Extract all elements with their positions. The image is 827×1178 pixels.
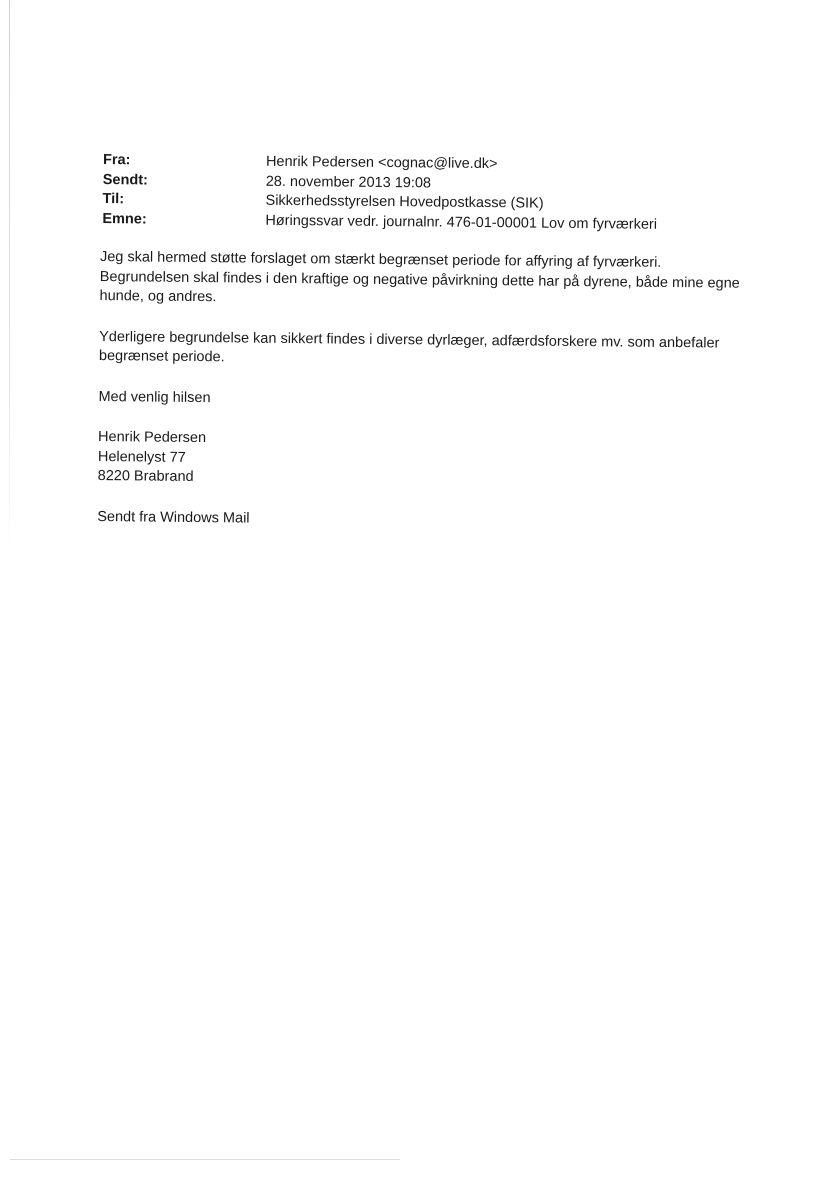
sent-from-footer: Sendt fra Windows Mail [97,508,250,527]
signature-block [98,428,769,494]
signature-name: Henrik Pedersen [98,428,207,447]
sent-value: 28. november 2013 19:08 [265,173,432,191]
paragraph-1-line-1: Jeg skal hermed støtte forslaget om stærkt begrænset periode for affyring af fyrværkeri. [99,249,662,271]
paragraph-2 [99,328,769,374]
to-label: Til: [102,191,125,208]
closing-greeting: Med venlig hilsen [98,388,211,406]
email-header [102,151,657,235]
to-value: Sikkerhedsstyrelsen Hovedpostkasse (SIK) [265,192,544,212]
paragraph-1-line-3: hunde, og andres. [99,288,217,306]
signature-city: 8220 Brabrand [97,467,194,485]
paragraph-2-line-2: begrænset periode. [98,348,225,366]
subject-label: Emne: [102,210,147,227]
paragraph-1-line-2: Begrundelsen skal findes i den kraftige og negative påvirkning dette har på dyrene, både mine egne [99,268,740,292]
subject-value: Høringssvar vedr. journalnr. 476-01-00001 Lov om fyrværkeri [265,212,658,233]
paragraph-2-line-1: Yderligere begrundelse kan sikkert findes i diverse dyrlæger, adfærdsforskere mv. som anbefaler [99,328,720,351]
from-value: Henrik Pedersen <cognac@live.dk> [265,153,498,173]
signature-street: Helenelyst 77 [97,448,186,466]
email-body [97,248,770,555]
sent-label: Sendt: [102,171,148,189]
from-label: Fra: [102,152,131,169]
paragraph-1 [99,248,770,314]
